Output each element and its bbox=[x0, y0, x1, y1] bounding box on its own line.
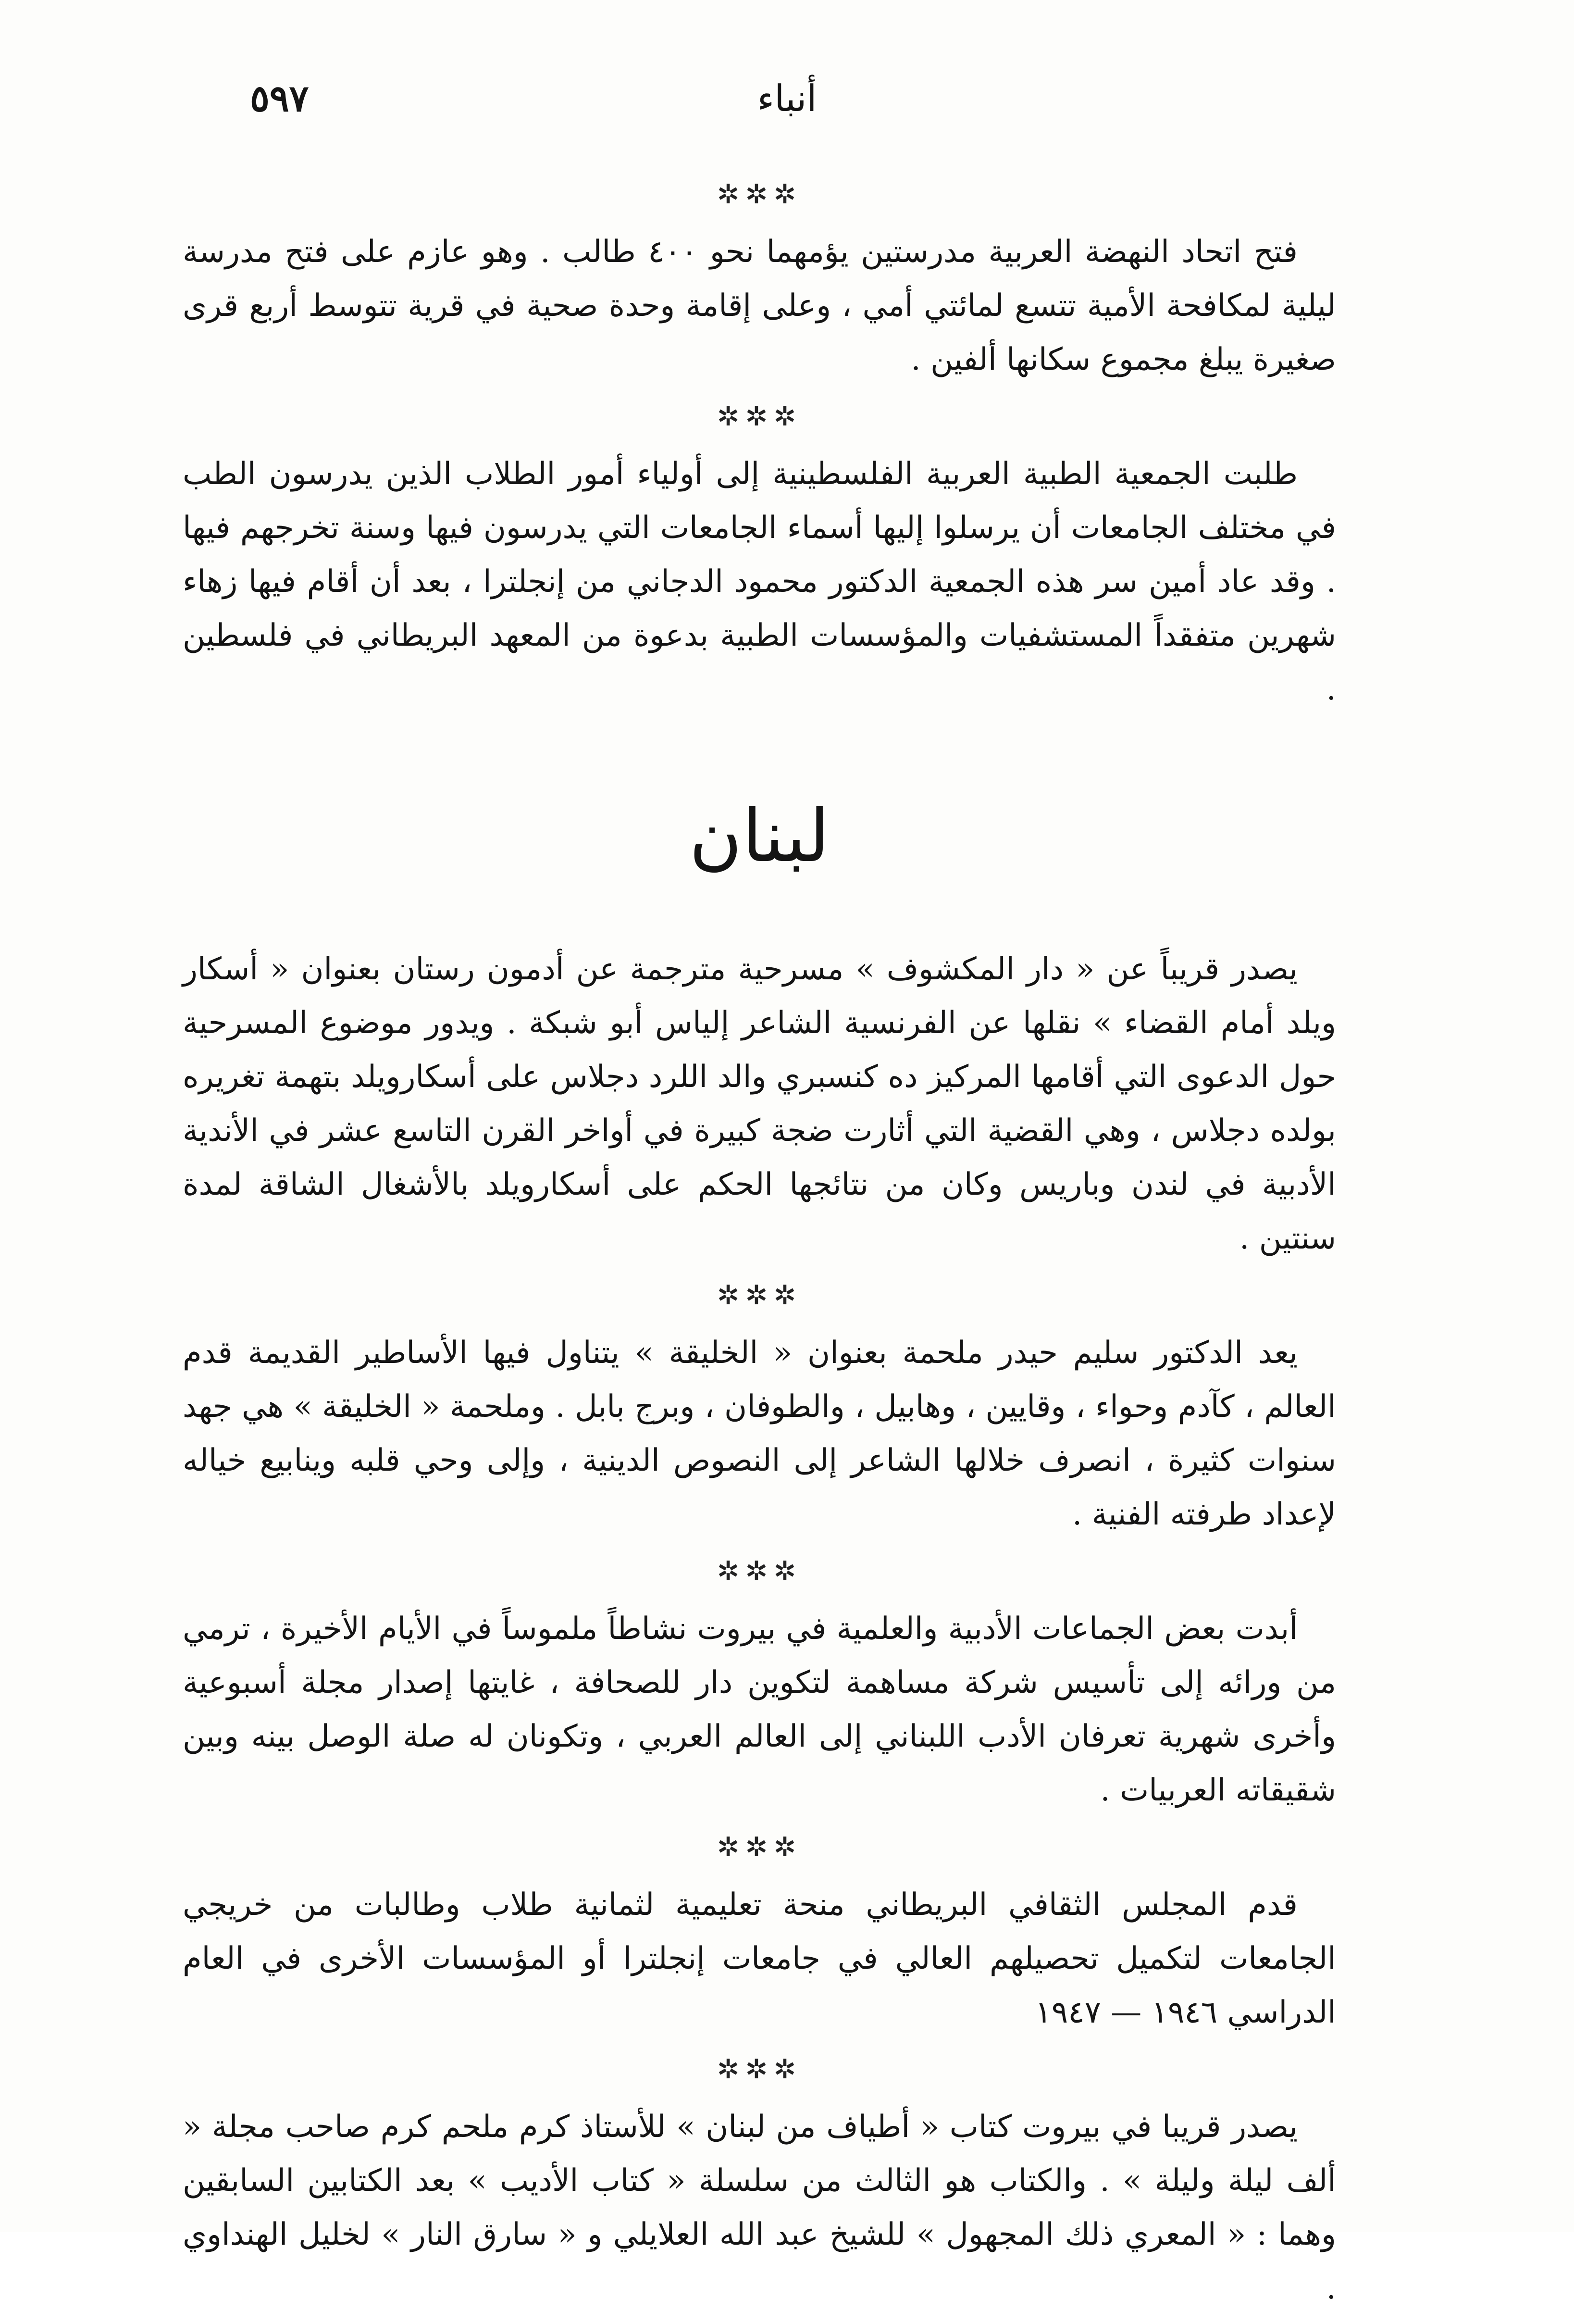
separator-stars: ✲✲✲ bbox=[717, 1280, 802, 1311]
separator-stars: ✲✲✲ bbox=[717, 2054, 802, 2085]
separator-stars: ✲✲✲ bbox=[717, 1832, 802, 1863]
news-item: قدم المجلس الثقافي البريطاني منحة تعليمية لثمانية طلاب وطالبات من خريجي الجامعات لتكميل تحصيلهم العالي في جامعات إنجلترا أو المؤسسات الأخرى في العام الدراسي ١٩٤٦ — ١٩٤٧ bbox=[183, 1887, 1336, 2030]
page-number: ٥٩٧ bbox=[250, 77, 309, 120]
separator-stars: ✲✲✲ bbox=[717, 401, 802, 432]
separator-stars: ✲✲✲ bbox=[717, 1556, 802, 1587]
separator-stars: ✲✲✲ bbox=[717, 179, 802, 210]
news-item: أبدت بعض الجماعات الأدبية والعلمية في بيروت نشاطاً ملموساً في الأيام الأخيرة ، ترمي من ورائه إلى تأسيس شركة مساهمة لتكوين دار للصحافة ، غايتها إصدار مجلة أسبوعية وأخرى شهرية تعرفان الأدب اللبناني إلى العالم العربي ، وتكونان له صلة الوصل بينه وبين شقيقاته العربيات . bbox=[183, 1611, 1336, 1808]
news-item: طلبت الجمعية الطبية العربية الفلسطينية إلى أولياء أمور الطلاب الذين يدرسون الطب في مختلف الجامعات أن يرسلوا إليها أسماء الجامعات التي يدرسون فيها وسنة تخرجهم فيها . وقد عاد أمين سر هذه الجمعية الدكتور محمود الدجاني من إنجلترا ، بعد أن أقام فيها زهاء شهرين متفقداً المستشفيات والمؤسسات الطبية بدعوة من المعهد البريطاني في فلسطين . bbox=[183, 456, 1337, 707]
article-body bbox=[183, 173, 1336, 2324]
news-item: يصدر قريباً عن « دار المكشوف » مسرحية مترجمة عن أدمون رستان بعنوان « أسكار ويلد أمام القضاء » نقلها عن الفرنسية الشاعر إلياس أبو شبكة . ويدور موضوع المسرحية حول الدعوى التي أقامها المركيز ده كنسبري والد اللرد دجلاس على أسكارويلد بتهمة تغريره بولده دجلاس ، وهي القضية التي أثارت ضجة كبيرة في أواخر القرن التاسع عشر في الأندية الأدبية في لندن وباريس وكان من نتائجها الحكم على أسكارويلد بالأشغال الشاقة لمدة سنتين . bbox=[183, 951, 1337, 1256]
news-item: يصدر قريبا في بيروت كتاب « أطياف من لبنان » للأستاذ كرم ملحم كرم صاحب مجلة « ألف ليلة وليلة » . والكتاب هو الثالث من سلسلة « كتاب الأديب » بعد الكتابين السابقين وهما : « المعري ذلك المجهول » للشيخ عبد الله العلايلي و « سارق النار » لخليل الهنداوي . bbox=[183, 2109, 1336, 2306]
running-head: أنباء bbox=[757, 77, 817, 120]
section-title-lebanon: لبنان bbox=[689, 795, 830, 878]
page-header bbox=[183, 72, 1391, 135]
news-item: يعد الدكتور سليم حيدر ملحمة بعنوان « الخليقة » يتناول فيها الأساطير القديمة قدم العالم ، كآدم وحواء ، وقايين ، وهابيل ، والطوفان ، وبرج بابل . وملحمة « الخليقة » هي جهد سنوات كثيرة ، انصرف خلالها الشاعر إلى النصوص الدينية ، وإلى وحي قلبه وينابيع خياله لإعداد طرفته الفنية . bbox=[183, 1335, 1336, 1532]
news-item: فتح اتحاد النهضة العربية مدرستين يؤمهما نحو ٤٠٠ طالب . وهو عازم على فتح مدرسة ليلية لمكافحة الأمية تتسع لمائتي أمي ، وعلى إقامة وحدة صحية في قرية تتوسط أربع قرى صغيرة يبلغ مجموع سكانها ألفين . bbox=[183, 234, 1336, 377]
